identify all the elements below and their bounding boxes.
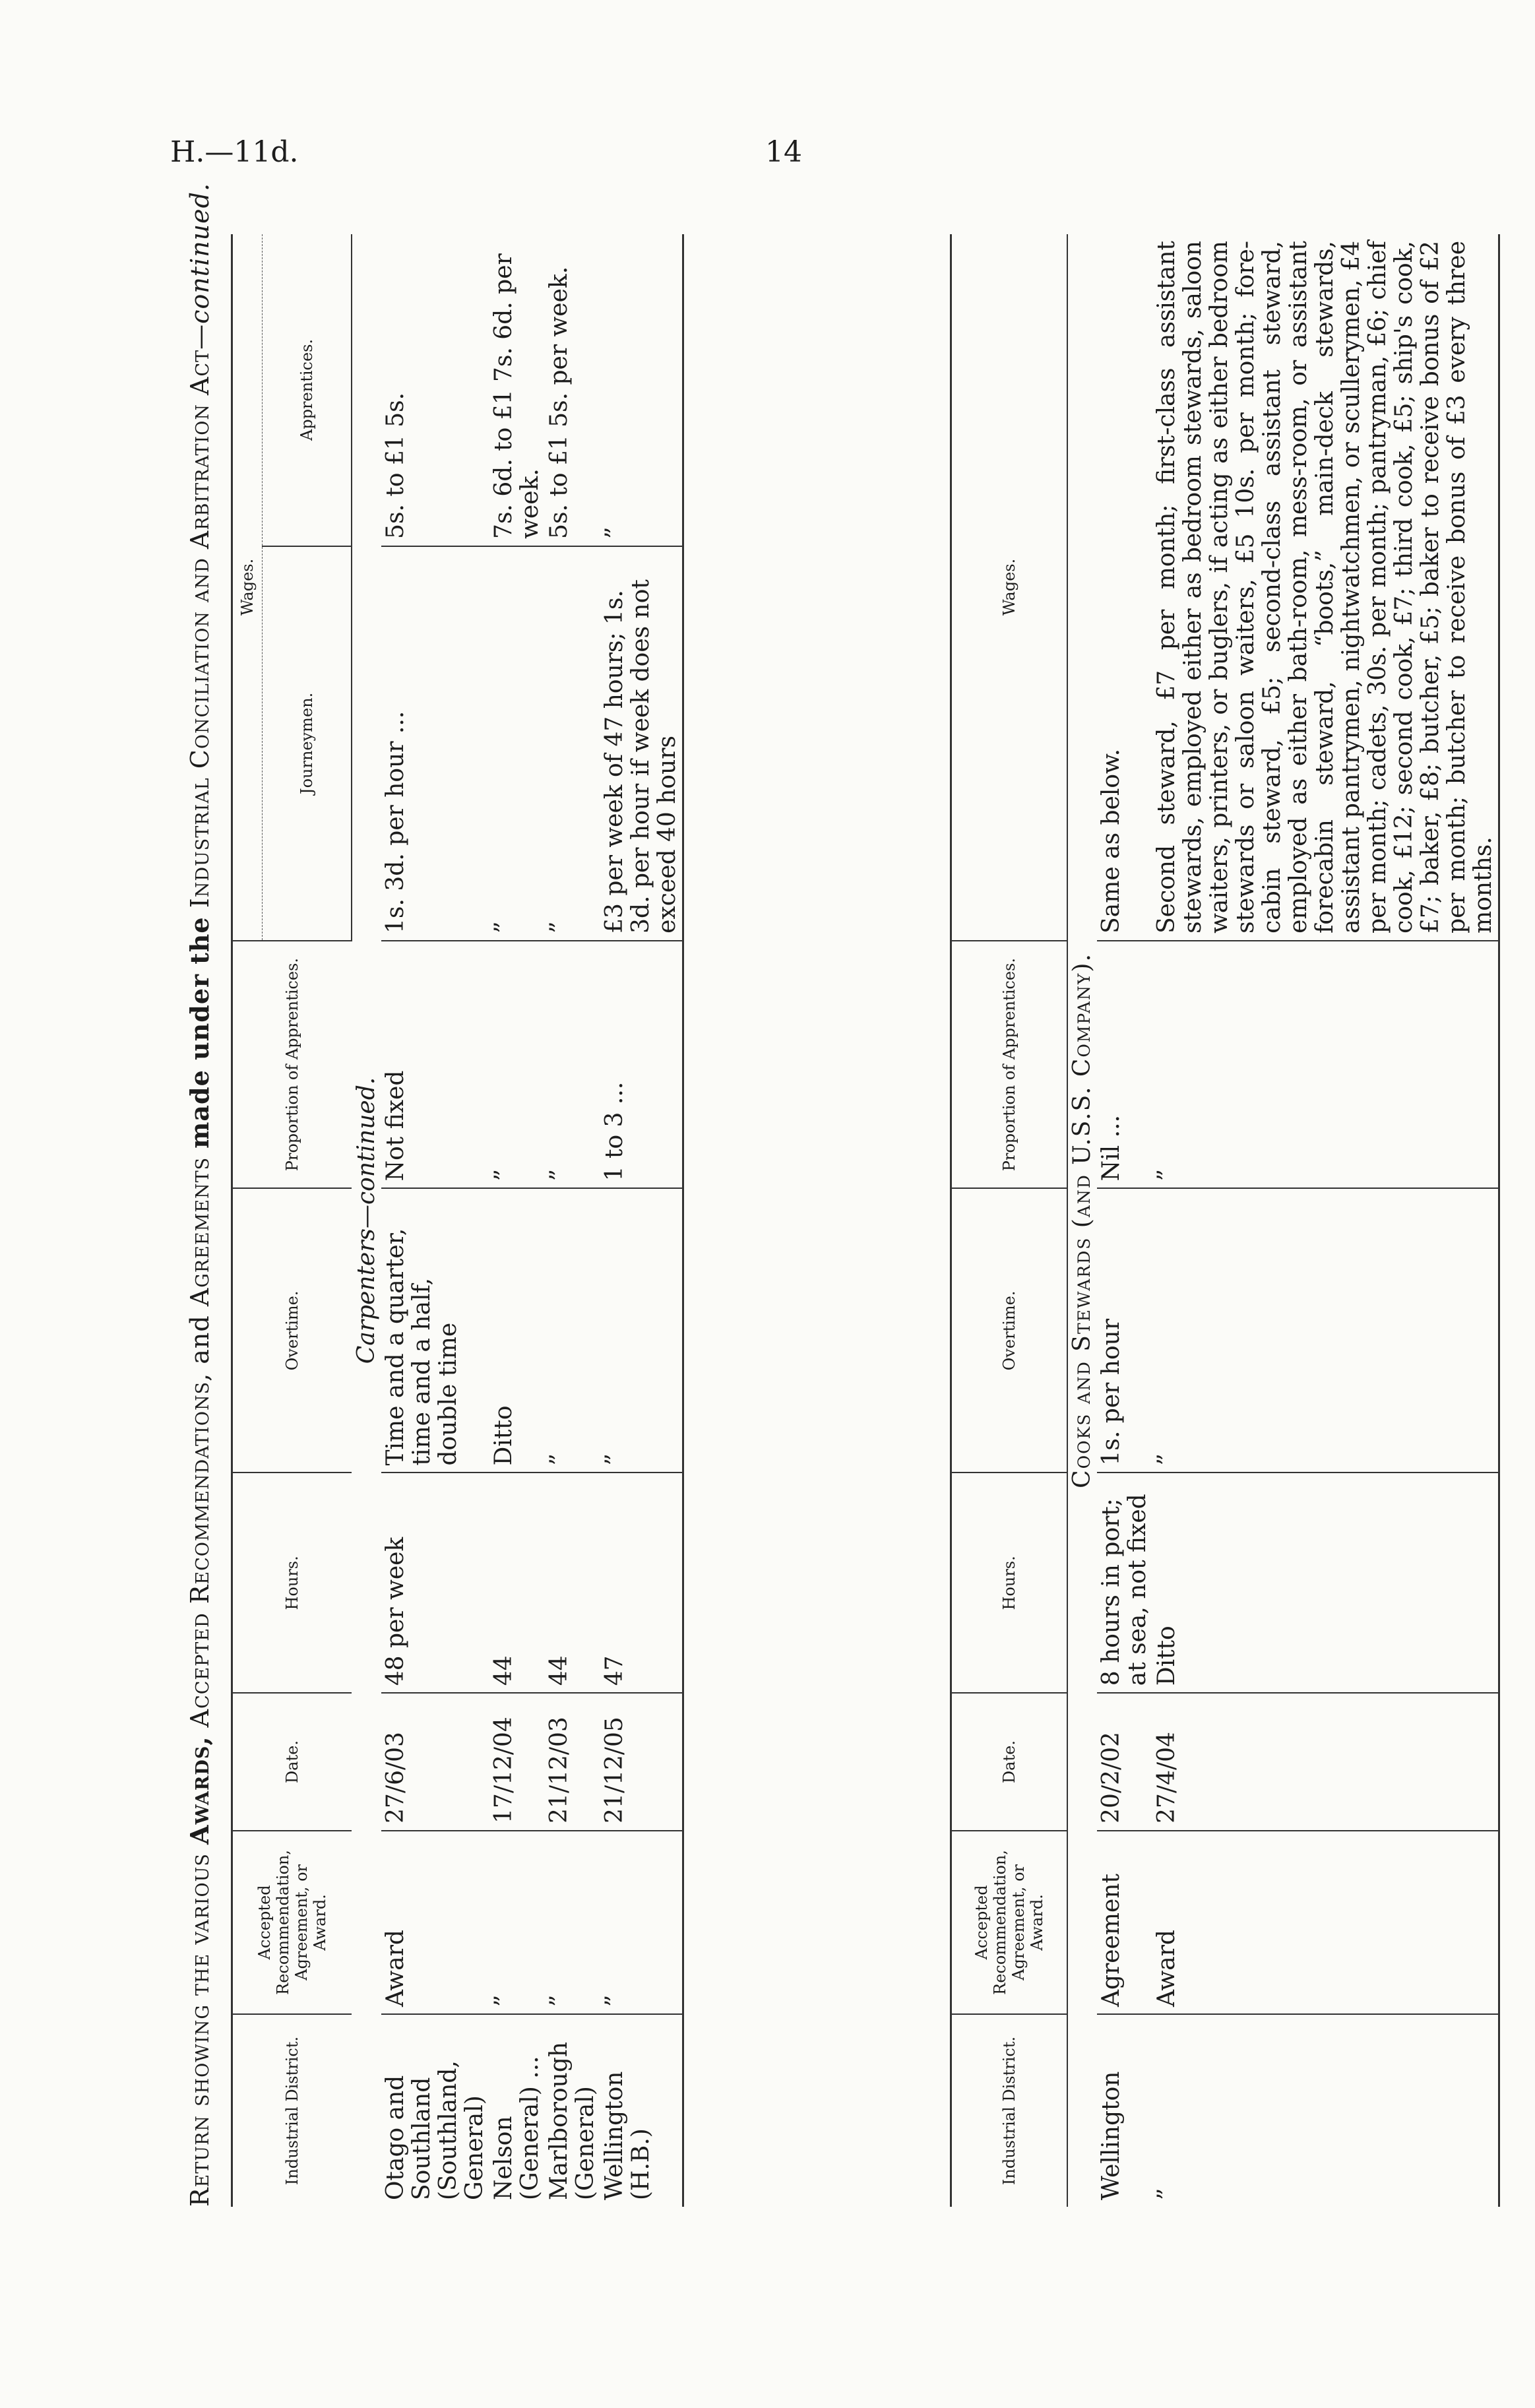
cell-type: Award	[381, 1831, 489, 2014]
section-cooks-stewards: Cooks and Stewards (and U.S.S. Company).	[1069, 953, 1096, 1488]
table-row	[600, 234, 683, 2207]
carpenters-table	[231, 234, 684, 2207]
title-accepted: Accepted Recommendations,	[185, 1372, 214, 1728]
col-hours: Hours.	[232, 1473, 352, 1693]
cell-hours: 44	[489, 1473, 545, 1693]
cell-type: Award	[1152, 1831, 1499, 2014]
cell-journeymen: £3 per week of 47 hours; 1s. 3d. per hour if week does not exceed 40 hours	[600, 546, 683, 941]
title-act: Industrial Conciliation and Arbitration Act—	[185, 323, 214, 908]
col-date: Date.	[951, 1693, 1068, 1831]
section-carpenters: Carpenters—continued.	[353, 1077, 380, 1364]
col-date: Date.	[232, 1693, 352, 1831]
cell-district: Wellington (H.B.)	[600, 2014, 683, 2207]
page-header-left: H.—11d.	[170, 135, 299, 169]
col-overtime: Overtime.	[951, 1188, 1068, 1473]
cell-journeymen: ”	[545, 546, 600, 941]
cell-district: Marlborough (General)	[546, 2041, 599, 2200]
col-district: Industrial District.	[232, 2014, 352, 2207]
title-awards: Awards,	[185, 1736, 214, 1845]
cooks-stewards-table	[950, 234, 1500, 2207]
table-row	[489, 234, 545, 2207]
col-apprentices: Apprentices.	[263, 234, 352, 546]
cell-apprentices: 5s. to £1 5s. per week.	[545, 234, 600, 546]
cell-type: ”	[600, 1831, 683, 2014]
cell-hours: 48 per week	[381, 1473, 489, 1693]
cell-hours: 47	[600, 1473, 683, 1693]
cell-type: ”	[489, 1831, 545, 2014]
cell-overtime: ”	[600, 1188, 683, 1473]
col-wages: Wages.	[232, 234, 263, 941]
col-proportion: Proportion of Apprentices.	[951, 941, 1068, 1188]
title-continued: continued.	[185, 182, 214, 324]
cell-apprentices: 7s. 6d. to £1 7s. 6d. per week.	[489, 234, 545, 546]
cell-type: Agreement	[1097, 1831, 1152, 2014]
title-and: and	[185, 1315, 214, 1364]
col-type: Accepted Recommendation, Agreement, or Award.	[232, 1831, 352, 2014]
cell-overtime: ”	[1152, 1188, 1499, 1473]
cell-wages: Same as below.	[1097, 234, 1152, 941]
col-proportion: Proportion of Apprentices.	[232, 941, 352, 1188]
cell-proportion: 1 to 3 ...	[600, 941, 683, 1188]
cell-type: ”	[545, 1831, 600, 2014]
table-row	[1097, 234, 1152, 2207]
cell-journeymen: 1s. 3d. per hour ...	[381, 546, 489, 941]
cell-proportion: Nil ...	[1097, 941, 1152, 1188]
cell-proportion: Not fixed	[381, 941, 489, 1188]
cell-hours: 8 hours in port; at sea, not fixed	[1097, 1473, 1152, 1693]
page-number: 14	[765, 135, 802, 169]
cell-date: 27/6/03	[381, 1693, 489, 1831]
cell-overtime: 1s. per hour	[1097, 1188, 1152, 1473]
cell-district: Wellington	[1098, 2071, 1125, 2200]
col-type: Accepted Recommendation, Agreement, or Award.	[951, 1831, 1068, 2014]
table-row	[545, 234, 600, 2207]
cell-date: 27/4/04	[1152, 1693, 1499, 1831]
cell-apprentices: ”	[600, 234, 683, 546]
cell-proportion: ”	[1152, 941, 1499, 1188]
col-hours: Hours.	[951, 1473, 1068, 1693]
cell-wages: Second steward, £7 per month; first-class assistant stewards, employed either as bedroom stewards, saloon waiters, printers, or buglers, if acting as either bedroom stewards or saloon waiters, £5 10s. per month; fore-cabin steward, £5; second-class assistant steward, employed as either bath-room, mess-room, or assistant forecabin steward, “boots,” main-deck stewards, assistant pantrymen, nightwatchmen, or scullerymen, £4 per month; cadets, 30s. per month; pantryman, £6; chief cook, £12; second cook, £7; third cook, £5; ship's cook, £7; baker, £8; butcher, £5; baker to receive bonus of £2 per month; butcher to receive bonus of £3 every three months.	[1152, 234, 1499, 941]
cell-apprentices: 5s. to £1 5s.	[381, 234, 489, 546]
cell-district: Nelson (General) ...	[490, 2056, 544, 2200]
cell-hours: Ditto	[1152, 1473, 1499, 1693]
cell-proportion: ”	[489, 941, 545, 1188]
cell-district: ”	[1152, 2014, 1499, 2207]
cell-date: 21/12/05	[600, 1693, 683, 1831]
title-made-under: made under the	[185, 916, 214, 1149]
cell-proportion: ”	[545, 941, 600, 1188]
cell-overtime: Ditto	[489, 1188, 545, 1473]
cell-journeymen: ”	[489, 546, 545, 941]
col-wages: Wages.	[951, 234, 1068, 941]
cell-date: 17/12/04	[489, 1693, 545, 1831]
cell-date: 20/2/02	[1097, 1693, 1152, 1831]
cell-district: Otago and Southland (Southland, General)	[382, 2060, 488, 2200]
cell-hours: 44	[545, 1473, 600, 1693]
title-agreements: Agreements	[185, 1156, 214, 1307]
title-prefix: Return showing the various	[185, 1853, 214, 2207]
document-title	[185, 182, 214, 2207]
table-row	[381, 234, 489, 2207]
col-district: Industrial District.	[951, 2014, 1068, 2207]
table-row	[1152, 234, 1499, 2207]
rotated-page-content	[185, 182, 1497, 2207]
cell-overtime: ”	[545, 1188, 600, 1473]
col-overtime: Overtime.	[232, 1188, 352, 1473]
cell-overtime: Time and a quarter, time and a half, double time	[381, 1188, 489, 1473]
cell-date: 21/12/03	[545, 1693, 600, 1831]
col-journeymen: Journeymen.	[263, 546, 352, 941]
